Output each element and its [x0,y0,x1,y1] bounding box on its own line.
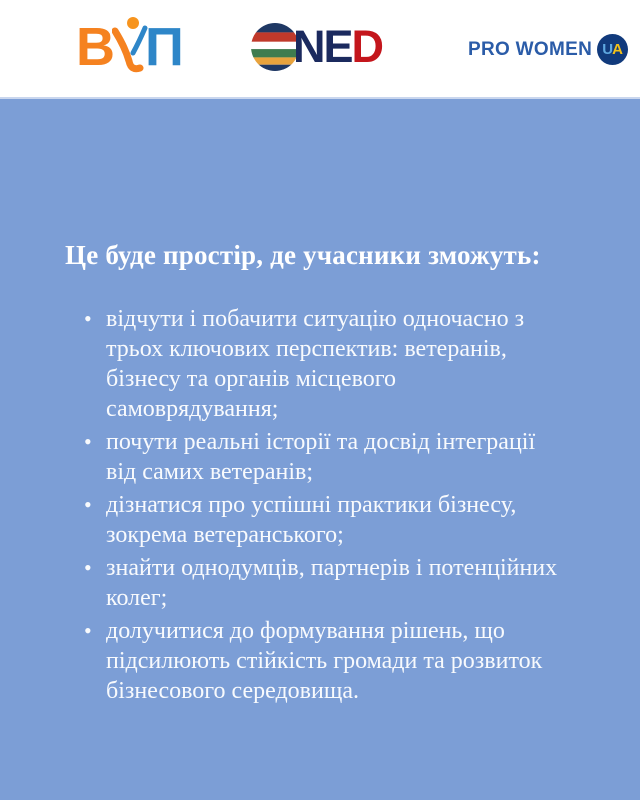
bullet-text: дізнатися про успішні практики бізнесу, зокрема ветеранського; [106,492,517,548]
vup-letter-p: П [145,17,184,77]
ned-logo [250,22,382,72]
list-item [84,490,566,550]
bullet-text: знайти однодумців, партнерів і потенційних колег; [106,555,558,611]
bullet-text: долучитися до формування рішень, що підсилюють стійкість громади та розвиток бізнесового середовища. [106,618,543,704]
bullet-marker: • [84,306,92,331]
list-item [84,553,566,613]
list-item [84,427,566,487]
bullet-marker: • [84,618,92,643]
vup-letter-b: В [76,17,115,77]
ned-letter-d: D [351,21,383,72]
vup-logo [76,14,184,80]
vup-person-icon [112,14,148,78]
prowomen-ua-badge [597,34,628,65]
poster-body [0,97,640,800]
bullet-marker: • [84,555,92,580]
page-title: Це буде простір, де учасники зможуть: [65,240,541,270]
bullet-list [84,304,566,706]
bullet-marker: • [84,492,92,517]
prowomen-label: PRO WOMEN [468,38,593,60]
list-item [84,616,566,706]
prowomen-badge-a: A [612,41,623,58]
bullet-text: почути реальні історії та досвід інтеграції від самих ветеранів; [106,429,536,485]
prowomen-badge-u: U [602,41,614,58]
bullet-text: відчути і побачити ситуацію одночасно з трьох ключових перспектив: ветеранів, бізнесу та органів місцевого самоврядування; [106,306,525,422]
ned-letters-ne: NE [293,21,352,72]
list-item [84,304,566,424]
header [0,0,640,97]
bullet-marker: • [84,429,92,454]
prowomen-logo [468,34,628,65]
